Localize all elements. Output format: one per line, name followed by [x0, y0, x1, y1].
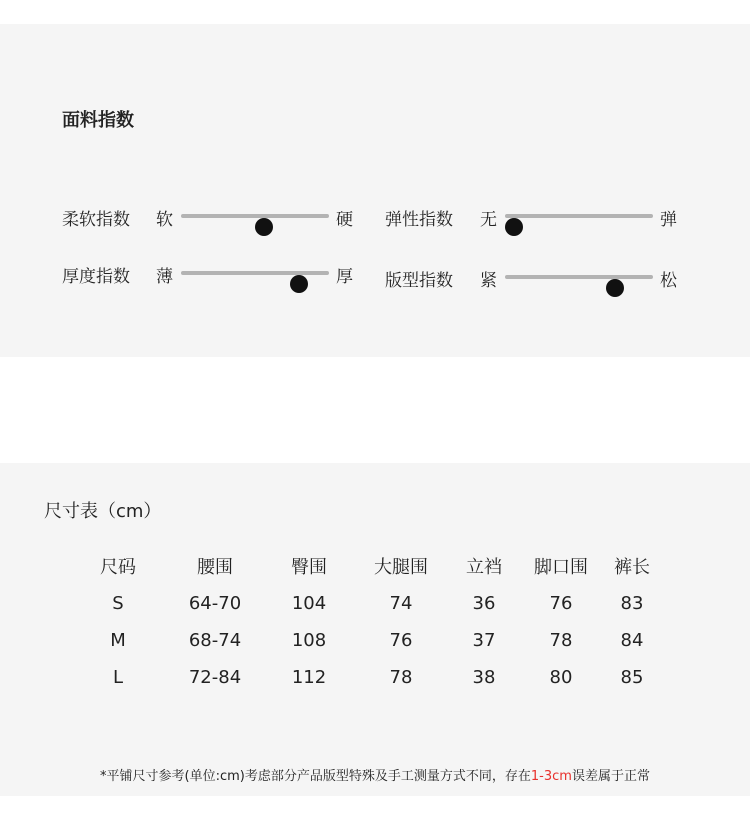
metric-label: 版型指数: [385, 271, 453, 291]
metric-indicator-dot: [255, 218, 273, 236]
size-table-header-row: [80, 547, 652, 585]
metric-track: [181, 271, 329, 275]
size-chart-panel: [0, 463, 750, 796]
table-cell: M: [110, 630, 126, 651]
metric-indicator-dot: [505, 218, 523, 236]
header-size: 尺码: [100, 557, 136, 578]
metric-low-label: 薄: [156, 267, 173, 287]
table-cell: 37: [472, 630, 496, 651]
elasticity-index: [385, 203, 685, 229]
metric-low-label: 无: [480, 210, 497, 230]
table-cell: 85: [620, 667, 644, 688]
table-cell: 78: [389, 667, 413, 688]
size-chart-title: 尺寸表（cm）: [44, 501, 162, 522]
table-row: [80, 659, 652, 696]
metric-track: [181, 214, 329, 218]
metric-label: 厚度指数: [62, 267, 130, 287]
table-cell: 76: [549, 593, 573, 614]
fabric-index-panel: [0, 24, 750, 357]
table-cell: 74: [389, 593, 413, 614]
metric-indicator-dot: [290, 275, 308, 293]
table-cell: 108: [291, 630, 327, 651]
table-cell: 78: [549, 630, 573, 651]
table-cell: 36: [472, 593, 496, 614]
table-cell: L: [112, 667, 124, 688]
fabric-index-title: 面料指数: [62, 110, 134, 131]
metric-high-label: 厚: [336, 267, 353, 287]
table-cell: 84: [620, 630, 644, 651]
table-cell: 80: [549, 667, 573, 688]
table-cell: 64-70: [188, 593, 242, 614]
metric-label: 弹性指数: [385, 210, 453, 230]
metric-track: [505, 214, 653, 218]
fit-index: [385, 264, 685, 290]
header-length: 裤长: [614, 557, 650, 578]
header-waist: 腰围: [197, 557, 233, 578]
size-table: [80, 547, 652, 696]
header-leg-opening: 脚口围: [534, 557, 588, 578]
softness-index: [62, 203, 362, 229]
metric-high-label: 硬: [336, 210, 353, 230]
header-rise: 立裆: [466, 557, 502, 578]
metric-low-label: 紧: [480, 271, 497, 291]
table-cell: S: [112, 593, 124, 614]
note-tolerance-highlight: 1-3cm: [530, 769, 572, 784]
table-cell: 68-74: [188, 630, 242, 651]
metric-low-label: 软: [156, 210, 173, 230]
metric-label: 柔软指数: [62, 210, 130, 230]
header-thigh: 大腿围: [374, 557, 428, 578]
metric-track: [505, 275, 653, 279]
note-text-end: 误差属于正常: [571, 769, 650, 784]
measurement-note: [0, 765, 750, 784]
table-cell: 83: [620, 593, 644, 614]
thickness-index: [62, 260, 362, 286]
table-row: [80, 622, 652, 659]
metric-high-label: 弹: [660, 210, 677, 230]
table-cell: 76: [389, 630, 413, 651]
header-hip: 臀围: [291, 557, 327, 578]
note-text: *平铺尺寸参考(单位:cm)考虑部分产品版型特殊及手工测量方式不同，存在: [100, 769, 531, 784]
table-cell: 72-84: [188, 667, 242, 688]
table-row: [80, 585, 652, 622]
metric-indicator-dot: [606, 279, 624, 297]
table-cell: 104: [291, 593, 327, 614]
table-cell: 38: [472, 667, 496, 688]
metric-high-label: 松: [660, 271, 677, 291]
table-cell: 112: [291, 667, 327, 688]
